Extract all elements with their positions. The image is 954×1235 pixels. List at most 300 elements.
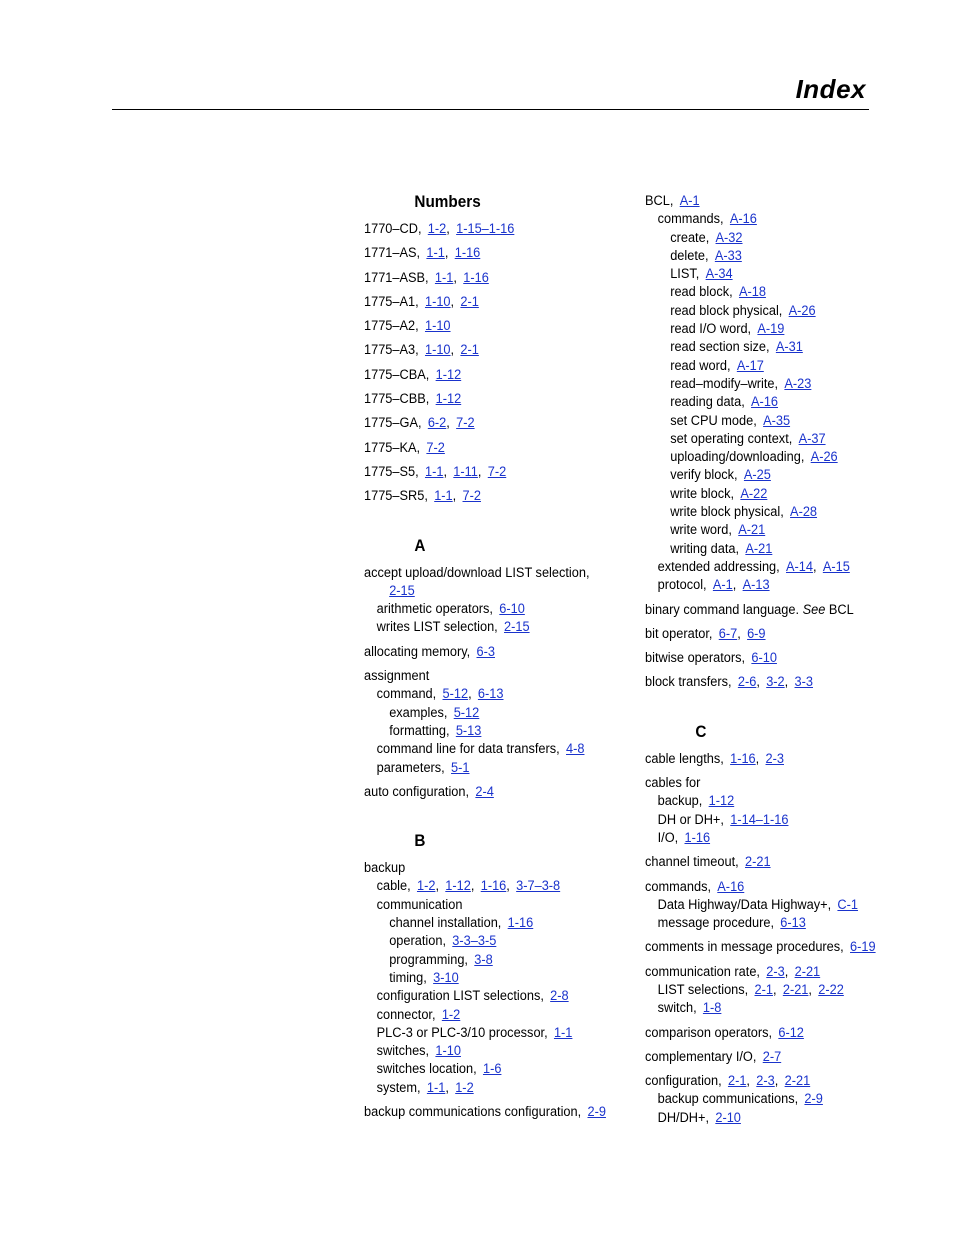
index-term: auto configuration, [364, 783, 470, 800]
index-term: connector, [376, 1006, 436, 1023]
index-line [645, 1109, 879, 1127]
index-term: read block, [670, 284, 733, 301]
index-term: BCL, [645, 193, 674, 209]
page-ref-link[interactable]: 4-8 [566, 741, 585, 758]
page-ref-link[interactable]: 1-16 [463, 269, 489, 286]
page-ref-link[interactable]: 6-13 [477, 686, 504, 703]
page-ref-link[interactable]: 6-9 [747, 625, 766, 642]
index-entry [645, 963, 905, 1018]
page-ref-link[interactable]: 6-7 [718, 625, 738, 642]
page-ref-link[interactable]: 3-3 [794, 674, 813, 691]
page-ref-link[interactable]: 2-15 [504, 619, 530, 636]
page-ref-link[interactable]: 1-16 [480, 878, 507, 895]
page-ref-link[interactable]: 6-10 [751, 650, 777, 667]
page-ref-link[interactable]: 1-11 [453, 463, 478, 480]
index-term: LIST selections, [657, 981, 749, 998]
index-term: cables for [645, 775, 701, 792]
page-ref-link[interactable]: 1-12 [435, 391, 462, 408]
index-entry [364, 487, 634, 505]
ref-separator: , [737, 625, 741, 642]
index-term: 1775–KA, [364, 439, 421, 456]
index-line [645, 302, 879, 320]
index-line [364, 244, 607, 262]
page-ref-link[interactable]: 2-6 [737, 674, 757, 691]
index-term: switches, [376, 1043, 430, 1060]
page-ref-link[interactable]: 3-10 [433, 969, 459, 986]
page-ref-link[interactable]: 7-2 [487, 463, 507, 480]
index-term: allocating memory, [364, 643, 471, 660]
index-entry [364, 390, 634, 408]
index-line [645, 265, 879, 283]
ref-separator: , [435, 878, 439, 895]
ref-separator: , [755, 750, 760, 767]
index-entry [364, 439, 634, 457]
index-term: message procedure, [657, 915, 775, 932]
index-line [645, 430, 879, 448]
index-term: I/O, [657, 829, 679, 846]
index-line [645, 853, 879, 871]
page-ref-link[interactable]: 5-12 [442, 686, 469, 703]
page-title: Index [795, 74, 866, 104]
index-term: set CPU mode, [670, 412, 757, 429]
index-term: read–modify–write, [670, 375, 779, 392]
page-ref-link[interactable]: 1-1 [434, 269, 454, 286]
index-line [645, 878, 879, 896]
index-term: verify block, [670, 467, 738, 484]
page-ref-link[interactable]: 1-12 [435, 366, 462, 383]
index-line [645, 1048, 879, 1066]
index-section [364, 536, 634, 802]
ref-separator: , [444, 245, 449, 262]
index-entry [645, 938, 905, 956]
index-line [364, 896, 607, 914]
page-ref-link[interactable]: 1-2 [416, 878, 436, 895]
index-line [364, 390, 607, 408]
index-term: write word, [670, 522, 732, 539]
page-ref-link[interactable]: 3-7–3-8 [516, 878, 561, 895]
index-line [645, 210, 879, 228]
index-term: examples, [389, 704, 448, 721]
page-ref-link[interactable]: 1-16 [684, 829, 711, 846]
page-ref-link[interactable]: 2-22 [818, 981, 844, 998]
index-term: backup communications, [657, 1091, 799, 1108]
index-line [645, 357, 879, 375]
page-ref-link[interactable]: A-1 [679, 193, 700, 209]
index-entry [364, 783, 634, 801]
index-line [645, 829, 879, 847]
page-ref-link[interactable]: 1-1 [426, 245, 445, 262]
index-line [645, 375, 879, 393]
page-ref-link[interactable]: A-17 [736, 357, 764, 374]
page-ref-link[interactable]: 2-9 [587, 1103, 606, 1120]
index-term: 1775–CBA, [364, 366, 430, 383]
index-line [645, 896, 879, 914]
page-ref-link[interactable]: A-35 [763, 412, 791, 429]
page-ref-link[interactable]: 2-7 [762, 1048, 782, 1065]
index-entry [364, 414, 634, 432]
index-line [645, 466, 879, 484]
index-line [364, 740, 607, 758]
page-ref-link[interactable]: A-21 [738, 522, 766, 539]
index-line [645, 774, 879, 792]
index-line [645, 673, 879, 691]
index-line [645, 601, 879, 619]
index-term: channel installation, [389, 915, 502, 932]
index-column-right [645, 192, 905, 1145]
index-term: delete, [670, 247, 709, 264]
page-ref-link[interactable]: A-16 [717, 878, 745, 895]
index-line [364, 463, 607, 481]
section-heading: B [414, 831, 426, 851]
index-section [364, 192, 634, 506]
page-ref-link[interactable]: 1-10 [424, 293, 451, 310]
index-term: complementary I/O, [645, 1048, 757, 1065]
index-term: block transfers, [645, 674, 732, 691]
index-line [364, 414, 607, 432]
index-entry [364, 244, 634, 262]
index-term: cable lengths, [645, 750, 724, 767]
page-ref-link[interactable]: A-16 [729, 211, 757, 228]
index-entry [645, 673, 905, 691]
page-ref-link[interactable]: 2-3 [756, 1073, 775, 1090]
page-ref-link[interactable]: 2-21 [784, 1073, 811, 1090]
page-ref-link[interactable]: A-25 [743, 467, 771, 484]
index-section [645, 722, 905, 1127]
index-term: 1775–CBB, [364, 391, 430, 408]
page-ref-link[interactable]: A-18 [738, 284, 766, 301]
page-ref-link[interactable]: 1-8 [702, 1000, 722, 1017]
page-ref-link[interactable]: C-1 [837, 896, 859, 913]
index-line [364, 487, 607, 505]
index-term: DH or DH+, [657, 811, 724, 828]
ref-separator: , [808, 981, 812, 998]
index-entry [364, 463, 634, 481]
index-section [364, 831, 634, 1121]
page-ref-link[interactable]: A-19 [757, 321, 785, 338]
index-term: comparison operators, [645, 1024, 773, 1041]
index-line [645, 1024, 879, 1042]
index-term: formatting, [389, 722, 450, 739]
index-term: writing data, [670, 540, 740, 557]
index-term: communication [376, 896, 463, 913]
page-ref-link[interactable]: 1-16 [730, 750, 756, 767]
ref-separator: , [812, 558, 817, 575]
index-line [364, 366, 607, 384]
page-ref-link[interactable]: 1-1 [553, 1024, 573, 1041]
index-entry [364, 341, 634, 359]
page-ref-link[interactable]: 1-16 [454, 245, 481, 262]
page-ref-link[interactable]: 5-12 [453, 704, 480, 721]
index-entry [364, 366, 634, 384]
index-line [645, 811, 879, 829]
page-ref-link[interactable]: A-23 [784, 375, 812, 392]
page-ref-link[interactable]: 1-10 [424, 342, 451, 359]
index-term: DH/DH+, [657, 1109, 710, 1126]
index-line [364, 564, 607, 582]
index-line [645, 750, 879, 768]
index-term: configuration LIST selections, [376, 988, 544, 1005]
index-line [364, 643, 607, 661]
index-term: programming, [389, 951, 468, 968]
page-ref-link[interactable]: A-33 [714, 247, 742, 264]
index-line [364, 685, 607, 703]
index-line [364, 951, 607, 969]
index-term: bitwise operators, [645, 650, 746, 667]
index-line [364, 1103, 607, 1121]
index-line [364, 722, 607, 740]
page-ref-link[interactable]: 1-10 [424, 318, 451, 335]
page-ref-link[interactable]: 1-1 [424, 463, 444, 480]
index-line [645, 320, 879, 338]
see-target: BCL [828, 601, 854, 618]
index-term: backup, [657, 793, 703, 810]
index-line [364, 1079, 607, 1097]
page-ref-link[interactable]: A-31 [775, 339, 803, 356]
page-ref-link[interactable]: 1-12 [445, 878, 471, 895]
index-line [645, 283, 879, 301]
index-term: read I/O word, [670, 321, 752, 338]
page-ref-link[interactable]: 2-1 [727, 1073, 747, 1090]
index-term: 1775–SR5, [364, 488, 428, 505]
index-line [645, 393, 879, 411]
ref-separator: , [772, 981, 777, 998]
index-term: Data Highway/Data Highway+, [657, 896, 832, 913]
index-line [645, 412, 879, 430]
page-ref-link[interactable]: 2-3 [765, 750, 784, 767]
index-entry [364, 317, 634, 335]
index-line [364, 914, 607, 932]
index-column-left [364, 192, 634, 1139]
page-ref-link[interactable]: A-13 [742, 577, 770, 594]
index-entry [364, 269, 634, 287]
page-ref-link[interactable]: A-16 [751, 394, 779, 411]
index-term: command line for data transfers, [376, 741, 560, 758]
index-line [364, 293, 607, 311]
index-term: bit operator, [645, 625, 713, 642]
index-term: cable, [376, 878, 411, 895]
ref-separator: , [468, 686, 472, 703]
page-ref-link[interactable]: 2-3 [766, 963, 785, 980]
page-ref-link[interactable]: 5-1 [451, 759, 470, 776]
index-term: LIST, [670, 266, 700, 283]
index-term: accept upload/download LIST selection, [364, 564, 590, 581]
index-term: communication rate, [645, 963, 760, 980]
ref-separator: , [452, 488, 457, 505]
page-ref-link[interactable]: A-32 [715, 229, 743, 246]
page-ref-link[interactable]: 1-16 [507, 915, 534, 932]
index-term: commands, [657, 211, 724, 228]
index-line [364, 618, 607, 636]
index-term: set operating context, [670, 430, 793, 447]
page-ref-link[interactable]: 6-2 [427, 415, 447, 432]
index-entry [645, 192, 905, 595]
page-ref-link[interactable]: 1-12 [708, 793, 735, 810]
ref-separator: , [477, 463, 482, 480]
page-ref-link[interactable]: 1-2 [455, 1079, 474, 1096]
index-term: write block, [670, 485, 735, 502]
ref-separator: , [746, 1073, 750, 1090]
page-ref-link[interactable]: A-28 [790, 504, 818, 521]
index-term: command, [376, 686, 437, 703]
index-line [645, 625, 879, 643]
ref-separator: , [443, 463, 447, 480]
index-line [364, 1042, 607, 1060]
index-term: backup [364, 860, 406, 877]
index-term: writes LIST selection, [376, 619, 498, 636]
page-ref-link[interactable]: A-22 [740, 485, 768, 502]
index-entry [645, 601, 905, 619]
page-ref-link[interactable]: 1-2 [441, 1006, 461, 1023]
index-term: comments in message procedures, [645, 939, 844, 956]
index-term: operation, [389, 933, 446, 950]
ref-separator: , [784, 963, 789, 980]
index-term: 1775–A2, [364, 318, 419, 335]
index-line [645, 914, 879, 932]
index-entry [364, 643, 634, 661]
page-ref-link[interactable]: 3-2 [766, 674, 785, 691]
index-line [364, 987, 607, 1005]
page-ref-link[interactable]: 2-21 [744, 854, 771, 871]
index-section [645, 192, 905, 692]
index-line [645, 247, 879, 265]
index-term: switches location, [376, 1061, 477, 1078]
index-term: configuration, [645, 1073, 722, 1090]
page-ref-link[interactable]: 2-1 [460, 293, 479, 310]
index-entry [364, 220, 634, 238]
page-ref-link[interactable]: 1-6 [482, 1061, 502, 1078]
page-ref-link[interactable]: 2-15 [389, 582, 415, 599]
page-ref-link[interactable]: 2-1 [460, 342, 479, 359]
page-ref-link[interactable]: 7-2 [426, 439, 445, 456]
page-ref-link[interactable]: 6-13 [780, 915, 806, 932]
index-term: binary command language. [645, 601, 800, 618]
index-term: read word, [670, 357, 731, 374]
index-entry [364, 667, 634, 777]
index-line [364, 859, 607, 877]
index-line [645, 558, 879, 576]
index-line [364, 269, 607, 287]
page-ref-link[interactable]: 6-12 [778, 1024, 804, 1041]
ref-separator: , [450, 293, 455, 310]
page-ref-link[interactable]: 6-10 [499, 601, 525, 618]
page-ref-link[interactable]: 2-1 [754, 981, 773, 998]
index-line [645, 448, 879, 466]
index-entry [645, 1072, 905, 1127]
page-ref-link[interactable]: 3-3–3-5 [452, 933, 497, 950]
index-line [645, 938, 879, 956]
index-line [364, 704, 607, 722]
page-ref-link[interactable]: 1-1 [434, 488, 453, 505]
index-term: timing, [389, 969, 427, 986]
index-term: parameters, [376, 759, 445, 776]
index-entry [364, 564, 634, 637]
index-entry [645, 750, 905, 768]
index-entry [645, 649, 905, 667]
index-entry [645, 1048, 905, 1066]
page-ref-link[interactable]: 1-1 [426, 1079, 446, 1096]
section-heading: A [414, 535, 426, 555]
page-ref-link[interactable]: 1-15–1-16 [456, 221, 515, 237]
index-entry [364, 859, 634, 1097]
ref-separator: , [506, 878, 510, 895]
index-term: channel timeout, [645, 854, 739, 871]
index-line [364, 220, 607, 238]
index-term: create, [670, 229, 710, 246]
page-ref-link[interactable]: 1-2 [427, 221, 447, 237]
page-ref-link[interactable]: 6-19 [850, 939, 876, 956]
index-term: 1771–AS, [364, 245, 421, 262]
index-line [645, 981, 879, 999]
page-ref-link[interactable]: 1-14–1-16 [730, 811, 789, 828]
page-ref-link[interactable]: 2-4 [475, 783, 494, 800]
page-ref-link[interactable]: A-1 [712, 577, 733, 594]
index-line [645, 521, 879, 539]
index-line [364, 341, 607, 359]
index-term: extended addressing, [657, 558, 780, 575]
index-entry [364, 293, 634, 311]
index-term: commands, [645, 878, 711, 895]
index-entry [645, 878, 905, 933]
page-ref-link[interactable]: A-21 [745, 540, 773, 557]
ref-separator: , [470, 878, 475, 895]
index-term: write block physical, [670, 504, 784, 521]
page-ref-link[interactable]: 5-13 [455, 722, 482, 739]
index-term: arithmetic operators, [376, 601, 493, 618]
page-ref-link[interactable]: 3-8 [474, 951, 493, 968]
page-ref-link[interactable]: 2-21 [794, 963, 821, 980]
page-ref-link[interactable]: A-14 [786, 558, 813, 575]
index-line [364, 969, 607, 987]
index-line [645, 540, 879, 558]
index-term: backup communications configuration, [364, 1103, 582, 1120]
page-ref-link[interactable]: A-26 [810, 449, 838, 466]
index-term: 1775–S5, [364, 463, 419, 480]
index-line [364, 1006, 607, 1024]
page-ref-link[interactable]: A-37 [798, 430, 826, 447]
page-ref-link[interactable]: A-15 [822, 558, 850, 575]
index-line [645, 999, 879, 1017]
index-term: 1775–GA, [364, 415, 422, 432]
ref-separator: , [445, 1079, 449, 1096]
page-ref-link[interactable]: A-26 [788, 302, 816, 319]
page-ref-link[interactable]: 7-2 [456, 415, 475, 432]
index-line [645, 503, 879, 521]
index-line [645, 1072, 879, 1090]
page-ref-link[interactable]: 1-10 [435, 1043, 461, 1060]
page-ref-link[interactable]: A-34 [705, 266, 733, 283]
page-ref-link[interactable]: 7-2 [462, 488, 481, 505]
page-ref-link[interactable]: 2-21 [782, 981, 809, 998]
index-term: 1775–A3, [364, 342, 419, 359]
page-ref-link[interactable]: 6-3 [476, 643, 495, 660]
index-line [364, 439, 607, 457]
index-term: uploading/downloading, [670, 449, 805, 466]
index-line [364, 932, 607, 950]
index-line [364, 582, 607, 600]
index-line [645, 192, 879, 210]
index-line [364, 667, 607, 685]
ref-separator: , [446, 415, 450, 432]
index-line [645, 576, 879, 594]
page-ref-link[interactable]: 2-9 [804, 1091, 823, 1108]
index-line [364, 1060, 607, 1078]
page-ref-link[interactable]: 2-10 [715, 1109, 741, 1126]
index-term: switch, [657, 1000, 697, 1017]
index-line [364, 600, 607, 618]
page-ref-link[interactable]: 2-8 [550, 988, 569, 1005]
ref-separator: , [453, 269, 457, 286]
index-line [364, 759, 607, 777]
